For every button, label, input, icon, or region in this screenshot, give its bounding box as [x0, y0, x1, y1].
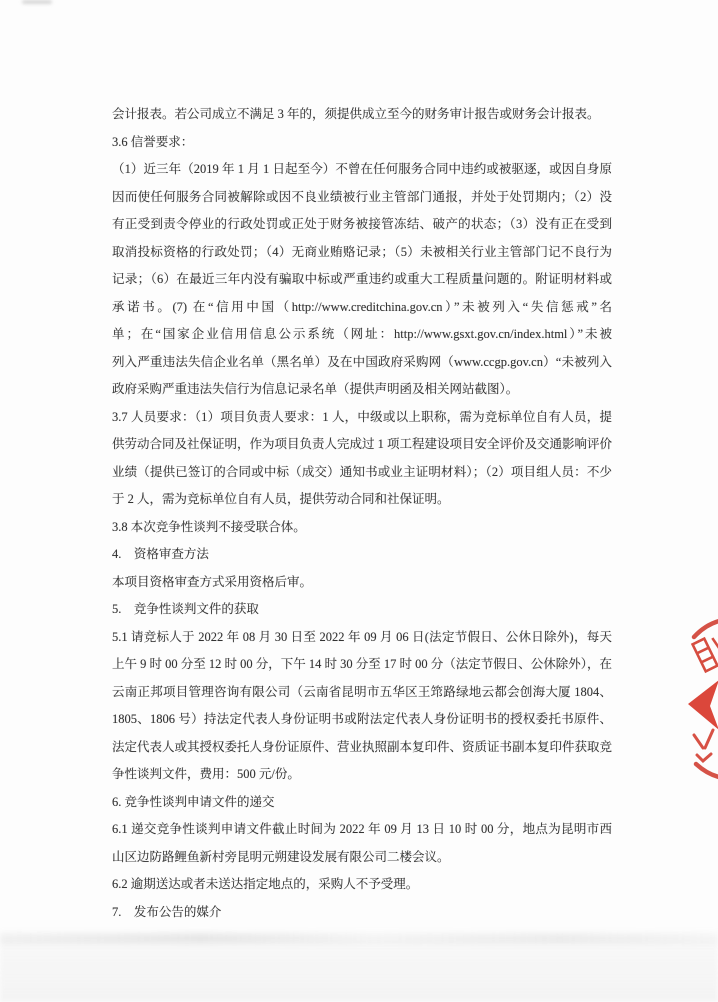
doc-line: 于 2 人，需为竞标单位自有人员，提供劳动合同和社保证明。	[112, 492, 450, 506]
doc-line: 3.7 人员要求：（1）项目负责人要求：1 人，中级或以上职称，需为竞标单位自有人员，提	[112, 409, 612, 424]
doc-line: 6.2 逾期送达或者未送达指定地点的，采购人不予受理。	[112, 877, 419, 891]
doc-line: 法定代表人或其授权委托人身份证原件、营业执照副本复印件、资质证书副本复印件获取竞	[112, 739, 612, 754]
doc-line: 上午 9 时 00 分至 12 时 00 分，下午 14 时 30 分至 17 时 00 分（法定节假日、公休除外），在	[112, 657, 612, 671]
doc-section-heading: 7. 发布公告的媒介	[112, 904, 222, 919]
doc-line: 6.1 递交竞争性谈判申请文件截止时间为 2022 年 09 月 13 日 10 时 00 分，地点为昆明市西	[112, 822, 612, 836]
document-text-block	[112, 101, 612, 926]
doc-line: 3.8 本次竞争性谈判不接受联合体。	[112, 519, 306, 534]
doc-line: 山区边防路鲤鱼新村旁昆明元朔建设发展有限公司二楼会议。	[112, 849, 450, 864]
seal-star-icon	[688, 680, 718, 730]
official-seal-partial	[618, 608, 718, 808]
doc-line: 取消投标资格的行政处罚；（4）无商业贿赂记录；（5）未被相关行业主管部门记不良行为	[112, 244, 612, 259]
doc-line: 业绩（提供已签订的合同或中标（成交）通知书或业主证明材料）；（2）项目组人员：不少	[112, 464, 612, 479]
doc-line: 争性谈判文件，费用：500 元/份。	[112, 767, 300, 781]
doc-line: 有正受到责令停业的行政处罚或正处于财务被接管冻结、破产的状态；（3）没有正在受到	[112, 217, 612, 231]
doc-line: （1）近三年（2019 年 1 月 1 日起至今）不曾在任何服务合同中违约或被驱逐，或因自身原	[112, 162, 612, 176]
doc-line: 记录；（6）在最近三年内没有骗取中标或严重违约或重大工程质量问题的。附证明材料或	[112, 272, 612, 286]
doc-line: 1805、1806 号）持法定代表人身份证明书或附法定代表人身份证明书的授权委托书原件、	[112, 712, 612, 726]
doc-line: 因而使任何服务合同被解除或因不良业绩被行业主管部门通报，并处于处罚期内；（2）没	[112, 189, 612, 204]
doc-section-heading: 4. 资格审查方法	[112, 547, 209, 561]
doc-line: 云南正邦项目管理咨询有限公司（云南省昆明市五华区王筇路绿地云都会创海大厦 1804、	[112, 684, 612, 699]
scan-artifact-bottom-wash	[0, 940, 718, 1002]
seal-character-fragment-top	[693, 634, 718, 673]
doc-line: 5.1 请竞标人于 2022 年 08 月 30 日至 2022 年 09 月 06 日(法定节假日、公休日除外)，每天	[112, 629, 612, 644]
doc-line: 供劳动合同及社保证明，作为项目负责人完成过 1 项工程建设项目安全评价及交通影响评价	[112, 437, 612, 451]
doc-section-heading: 6. 竞争性谈判申请文件的递交	[112, 794, 275, 809]
doc-line: 3.6 信誉要求：	[112, 134, 194, 149]
seal-border-bottom-arc	[696, 764, 718, 777]
round-red-seal-icon	[618, 608, 718, 808]
doc-line: 单；在“国家企业信用信息公示系统（网址：http://www.gsxt.gov.cn/index.html）”未被	[112, 327, 612, 341]
doc-line: 会计报表。若公司成立不满足 3 年的，须提供成立至今的财务审计报告或财务会计报表。	[112, 107, 600, 121]
seal-character-fragment-bottom	[694, 730, 713, 761]
doc-line: 本项目资格审查方式采用资格后审。	[112, 574, 313, 589]
doc-line: 承诺书。(7) 在“信用中国（http://www.creditchina.gov.cn）”未被列入“失信惩戒”名	[112, 299, 612, 314]
doc-line: 政府采购严重违法失信行为信息记录名单（提供声明函及相关网站截图）。	[112, 382, 519, 396]
seal-border-top-arc	[694, 621, 718, 637]
doc-section-heading: 5. 竞争性谈判文件的获取	[112, 602, 259, 616]
doc-line: 列入严重违法失信企业名单（黑名单）及在中国政府采购网（www.ccgp.gov.cn）“未被列入	[112, 354, 612, 369]
scan-artifact-top-left	[22, 0, 52, 4]
